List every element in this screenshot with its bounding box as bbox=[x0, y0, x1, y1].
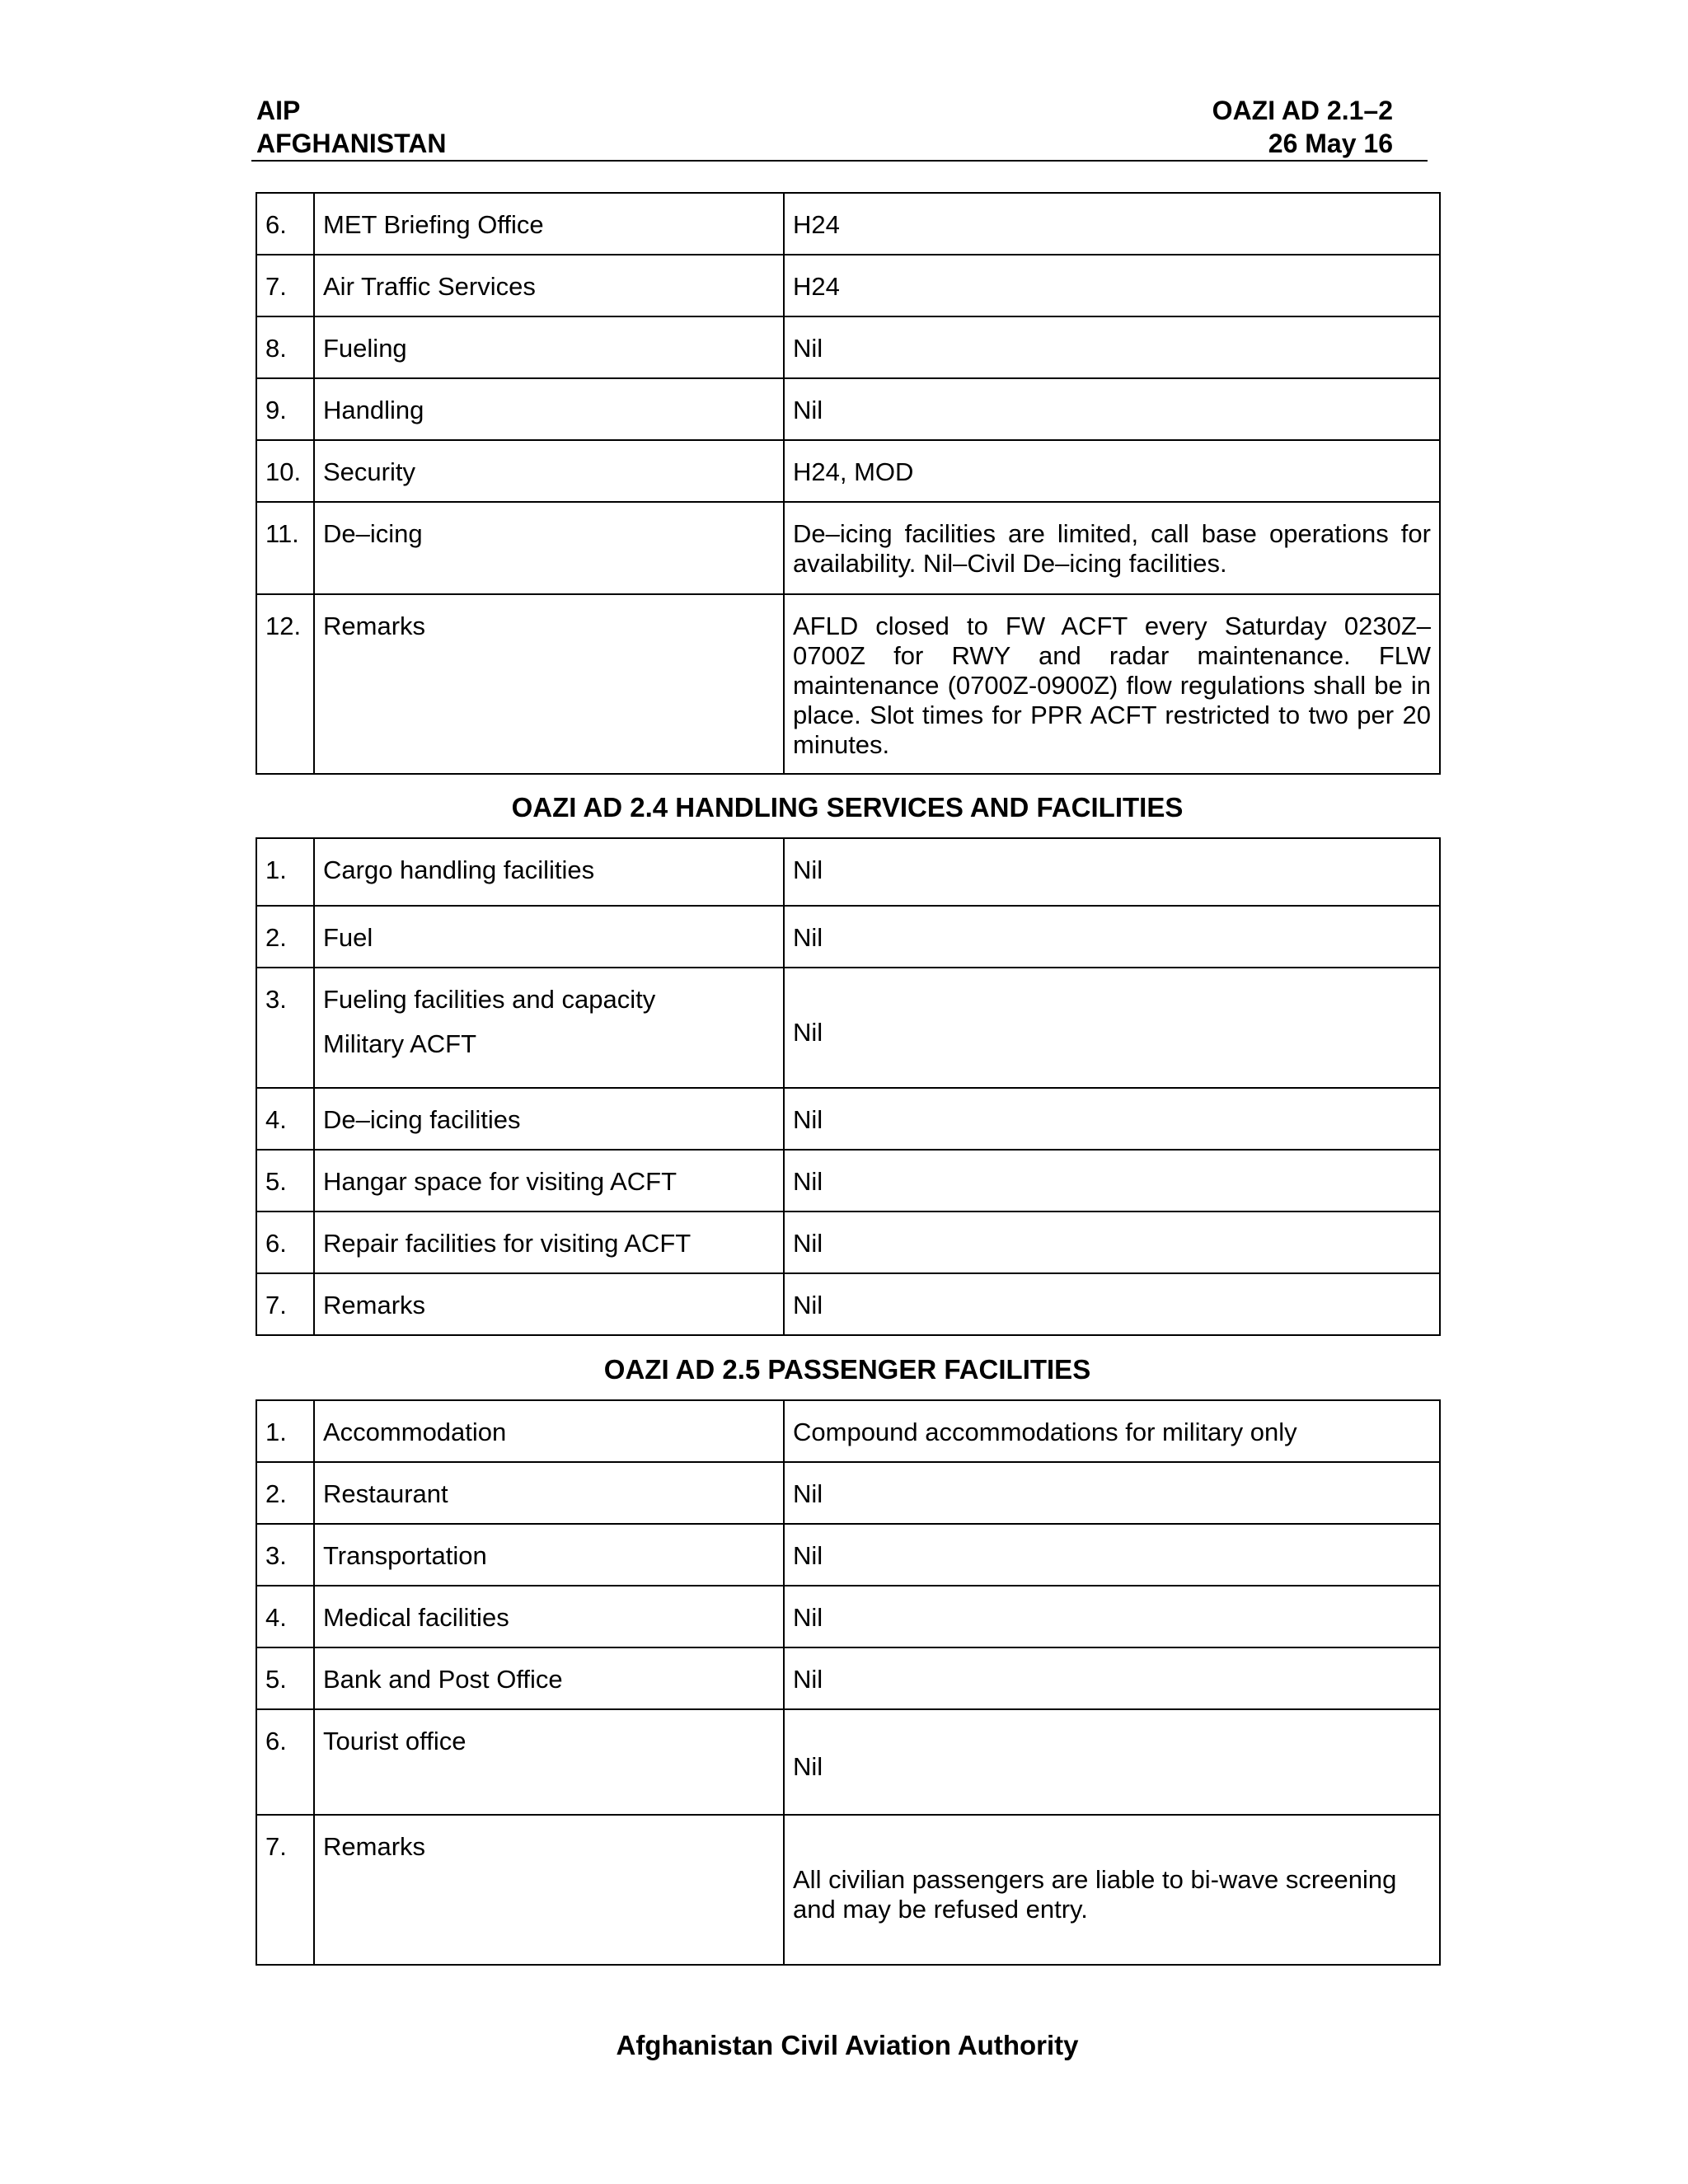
row-number: 6. bbox=[256, 193, 314, 255]
row-number: 6. bbox=[256, 1709, 314, 1815]
section-title-passenger: OAZI AD 2.5 PASSENGER FACILITIES bbox=[603, 1354, 1091, 1385]
row-label: Accommodation bbox=[314, 1400, 784, 1462]
row-number: 9. bbox=[256, 378, 314, 440]
row-label: Tourist office bbox=[314, 1709, 784, 1815]
row-label: MET Briefing Office bbox=[314, 193, 784, 255]
row-value: Nil bbox=[784, 1524, 1440, 1586]
table-row bbox=[256, 378, 1440, 440]
row-value: AFLD closed to FW ACFT every Saturday 0230Z–0700Z for RWY and radar maintenance. FLW maintenance (0700Z-0900Z) flow regulations shall be in place. Slot times for PPR ACFT restricted to two per 20 minutes. bbox=[784, 594, 1440, 774]
row-label: Remarks bbox=[314, 1815, 784, 1965]
table-row bbox=[256, 255, 1440, 316]
row-label: Hangar space for visiting ACFT bbox=[314, 1150, 784, 1212]
row-label: Air Traffic Services bbox=[314, 255, 784, 316]
row-label: Medical facilities bbox=[314, 1586, 784, 1647]
row-value: Nil bbox=[784, 1150, 1440, 1212]
row-value: Nil bbox=[784, 316, 1440, 378]
table-row bbox=[256, 316, 1440, 378]
passenger-facilities-table bbox=[256, 1399, 1441, 1966]
row-number: 11. bbox=[256, 502, 314, 594]
table-row bbox=[256, 838, 1440, 906]
row-number: 4. bbox=[256, 1586, 314, 1647]
row-number: 5. bbox=[256, 1150, 314, 1212]
section-title-handling: OAZI AD 2.4 HANDLING SERVICES AND FACILITIES bbox=[511, 792, 1184, 823]
row-number: 4. bbox=[256, 1088, 314, 1150]
table-row bbox=[256, 1150, 1440, 1212]
row-number: 3. bbox=[256, 1524, 314, 1586]
table-row bbox=[256, 1462, 1440, 1524]
header-country: AFGHANISTAN bbox=[256, 129, 447, 158]
row-label: Fueling bbox=[314, 316, 784, 378]
table-row bbox=[256, 594, 1440, 774]
table-row bbox=[256, 906, 1440, 968]
row-label: Restaurant bbox=[314, 1462, 784, 1524]
row-label: Transportation bbox=[314, 1524, 784, 1586]
page-header-left bbox=[256, 94, 447, 160]
row-label: De–icing bbox=[314, 502, 784, 594]
row-value: H24 bbox=[784, 193, 1440, 255]
row-number: 7. bbox=[256, 255, 314, 316]
row-value: Nil bbox=[784, 968, 1440, 1088]
table-row bbox=[256, 193, 1440, 255]
row-number: 7. bbox=[256, 1815, 314, 1965]
operational-hours-table bbox=[256, 192, 1441, 775]
row-number: 3. bbox=[256, 968, 314, 1088]
row-label: De–icing facilities bbox=[314, 1088, 784, 1150]
header-divider bbox=[251, 160, 1428, 162]
table-row bbox=[256, 440, 1440, 502]
header-publication: AIP bbox=[256, 96, 301, 125]
table-row bbox=[256, 1088, 1440, 1150]
row-label: Handling bbox=[314, 378, 784, 440]
row-number: 12. bbox=[256, 594, 314, 774]
table-row bbox=[256, 1709, 1440, 1815]
row-value: Nil bbox=[784, 838, 1440, 906]
row-number: 7. bbox=[256, 1273, 314, 1335]
row-number: 2. bbox=[256, 1462, 314, 1524]
row-value: All civilian passengers are liable to bi-wave screening and may be refused entry. bbox=[784, 1815, 1440, 1965]
table-row bbox=[256, 968, 1440, 1088]
page-footer: Afghanistan Civil Aviation Authority bbox=[616, 2030, 1079, 2060]
row-value: De–icing facilities are limited, call base operations for availability. Nil–Civil De–icing facilities. bbox=[784, 502, 1440, 594]
row-value: H24, MOD bbox=[784, 440, 1440, 502]
header-date: 26 May 16 bbox=[1268, 129, 1393, 158]
row-label: Security bbox=[314, 440, 784, 502]
row-value: H24 bbox=[784, 255, 1440, 316]
table-row bbox=[256, 1400, 1440, 1462]
row-number: 5. bbox=[256, 1647, 314, 1709]
handling-services-table bbox=[256, 837, 1441, 1336]
row-value: Compound accommodations for military only bbox=[784, 1400, 1440, 1462]
table-row bbox=[256, 1212, 1440, 1273]
table-row bbox=[256, 1647, 1440, 1709]
row-number: 6. bbox=[256, 1212, 314, 1273]
row-value: Nil bbox=[784, 1088, 1440, 1150]
table-row bbox=[256, 1273, 1440, 1335]
header-page-ref: OAZI AD 2.1–2 bbox=[1212, 96, 1393, 125]
table-row bbox=[256, 1815, 1440, 1965]
row-label: Bank and Post Office bbox=[314, 1647, 784, 1709]
row-label: Repair facilities for visiting ACFT bbox=[314, 1212, 784, 1273]
row-value: Nil bbox=[784, 906, 1440, 968]
row-label: Remarks bbox=[314, 594, 784, 774]
page-header-right bbox=[1154, 94, 1393, 160]
row-value: Nil bbox=[784, 1273, 1440, 1335]
row-number: 1. bbox=[256, 838, 314, 906]
row-label-group bbox=[314, 968, 784, 1088]
row-label: Fueling facilities and capacity bbox=[323, 985, 656, 1014]
row-number: 8. bbox=[256, 316, 314, 378]
row-number: 2. bbox=[256, 906, 314, 968]
table-row bbox=[256, 1524, 1440, 1586]
row-number: 10. bbox=[256, 440, 314, 502]
table-row bbox=[256, 1586, 1440, 1647]
row-label: Cargo handling facilities bbox=[314, 838, 784, 906]
row-label: Remarks bbox=[314, 1273, 784, 1335]
row-value: Nil bbox=[784, 1709, 1440, 1815]
row-number: 1. bbox=[256, 1400, 314, 1462]
table-row bbox=[256, 502, 1440, 594]
row-value: Nil bbox=[784, 1647, 1440, 1709]
row-value: Nil bbox=[784, 1462, 1440, 1524]
row-value: Nil bbox=[784, 1586, 1440, 1647]
row-sublabel: Military ACFT bbox=[323, 1029, 476, 1058]
row-value: Nil bbox=[784, 378, 1440, 440]
row-label: Fuel bbox=[314, 906, 784, 968]
row-value: Nil bbox=[784, 1212, 1440, 1273]
